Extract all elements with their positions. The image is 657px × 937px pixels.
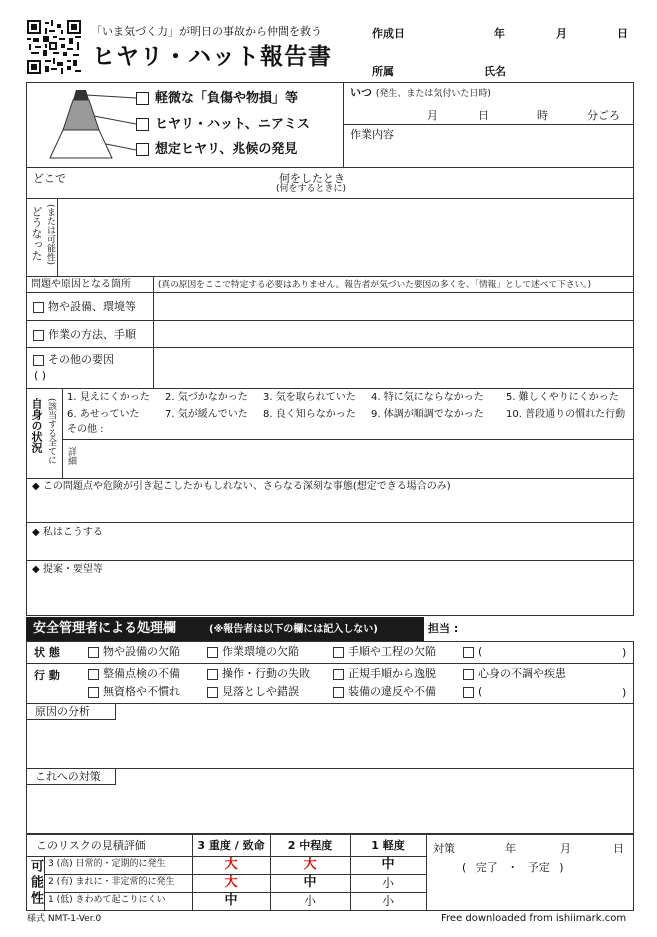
when-month-label: 月 [427,109,438,122]
page-title: ヒヤリ・ハット報告書 [92,44,332,70]
measure-label: これへの対策 [35,770,101,783]
result-label: どうなった [30,206,43,261]
self-detail-label: 詳細 [66,447,76,465]
risk-cell-2-1: 小 [381,876,394,890]
category-option-minor-injury[interactable]: 軽微な「負傷や物損」等 [136,92,298,105]
self-situation-note: (該当する全てに [46,398,56,465]
self-option-6[interactable]: 6. あせっていた [67,409,140,420]
cause-other-paren: ( ) [34,369,47,382]
severity-header-3: 3 重度 / 致命 [197,839,265,852]
action-equipment-violation[interactable]: 装備の違反や不備 [333,686,436,698]
action-inspection-lapse[interactable]: 整備点検の不備 [88,668,180,680]
when-label: いつ (発生、または気付いた日時) [350,86,491,99]
risk-cell-3-1: 中 [381,857,395,872]
self-situation-label: 自身の状況 [30,398,43,453]
action-procedure-deviation[interactable]: 正規手順から逸脱 [333,668,436,680]
self-option-1[interactable]: 1. 見えにくかった [67,392,150,403]
cause-item-method[interactable]: 作業の方法、手順 [33,329,136,341]
action-oversight[interactable]: 見落としや錯誤 [207,686,299,698]
manager-section-note: (※報告者は以下の欄には記入しない) [209,624,378,635]
risk-cell-2-2: 中 [303,875,317,890]
where-label: どこで [33,172,66,185]
countermeasure-year: 年 [505,842,516,855]
created-year-label: 年 [494,27,505,40]
result-note: (または可能性) [45,204,55,266]
countermeasure-month: 月 [560,842,571,855]
qr-code-icon [27,20,81,74]
countermeasure-label: 対策 [433,842,455,855]
reporter-name-label: 氏名 [484,65,506,78]
my-action-heading: ◆ 私はこうする [32,527,103,538]
risk-cell-1-2: 小 [303,894,316,908]
when-hour-label: 時 [537,109,548,122]
self-option-9[interactable]: 9. 体調が順調でなかった [371,409,484,420]
cause-header: 問題や原因となる箇所 [31,279,131,290]
likelihood-row-1: 1 (低) きわめて起こりにくい [48,895,166,905]
manager-section-title: 安全管理者による処理欄 [33,621,177,636]
self-option-8[interactable]: 8. 良く知らなかった [263,409,356,420]
created-month-label: 月 [556,27,567,40]
report-form-frame [26,82,634,616]
category-option-near-miss[interactable]: ヒヤリ・ハット、ニアミス [136,118,310,131]
when-day-label: 日 [478,109,489,122]
state-other[interactable]: ( [463,646,482,658]
state-other-close: ) [622,646,627,659]
self-option-4[interactable]: 4. 特に気にならなかった [371,392,484,403]
risk-cell-2-3: 大 [224,875,238,890]
doing-label: 何をしたとき [279,172,345,185]
self-option-10[interactable]: 10. 普段通りの慣れた行動 [506,409,626,420]
analysis-label: 原因の分析 [35,705,90,718]
state-environment-defect[interactable]: 作業環境の欠陥 [207,646,299,658]
department-label: 所属 [372,65,394,78]
self-option-7[interactable]: 7. 気が緩んでいた [165,409,248,420]
created-day-label: 日 [617,27,628,40]
cause-item-equipment[interactable]: 物や設備、環境等 [33,301,136,313]
risk-cell-1-1: 小 [381,894,394,908]
state-label: 状 態 [34,646,60,659]
when-minute-label: 分ごろ [587,109,620,122]
action-operation-failure[interactable]: 操作・行動の失敗 [207,668,310,680]
self-option-2[interactable]: 2. 気づかなかった [165,392,248,403]
risk-cell-3-3: 大 [224,857,238,872]
worse-outcome-heading: ◆ この問題点や危険が引き起こしたかもしれない、さらなる深刻な事態(想定できる場合のみ) [32,481,451,492]
cause-note: (真の原因をここで特定する必要はありません。報告者が気づいた要因の多くを、「情報」として述べて下さい。) [158,280,591,290]
manager-charge-label: 担当 : [428,622,459,635]
self-option-3[interactable]: 3. 気を取られていた [263,392,356,403]
risk-title: このリスクの見積評価 [36,839,146,852]
countermeasure-status: ( 完了 ・ 予定 ) [462,861,564,874]
doing-note: (何をするときに) [276,184,347,194]
likelihood-row-2: 2 (有) まれに・非定常的に発生 [48,877,175,887]
risk-cell-1-3: 中 [224,893,238,908]
state-procedure-defect[interactable]: 手順や工程の欠陥 [333,646,436,658]
action-unqualified[interactable]: 無資格や不慣れ [88,686,180,698]
action-other[interactable]: ( [463,686,482,698]
severity-header-2: 2 中程度 [287,839,333,852]
cause-item-other[interactable]: その他の要因 [33,354,114,366]
pyramid-icon [36,88,136,160]
severity-header-1: 1 軽度 [371,839,405,852]
likelihood-row-3: 3 (高) 日常的・定期的に発生 [48,859,166,869]
action-health-issue[interactable]: 心身の不調や疾患 [463,668,566,680]
likelihood-side-label: 可能性 [28,859,43,907]
form-id: 様式 NMT-1-Ver.0 [27,914,102,924]
created-date-label: 作成日 [372,27,405,40]
work-content-label: 作業内容 [350,128,394,141]
category-option-sign-detected[interactable]: 想定ヒヤリ、兆候の発見 [136,143,297,156]
state-equipment-defect[interactable]: 物や設備の欠陥 [88,646,180,658]
download-credit: Free downloaded from ishiimark.com [441,913,627,924]
countermeasure-day: 日 [613,842,624,855]
action-other-close: ) [622,686,627,699]
tagline: 「いま気づく力」が明日の事故から仲間を救う [91,25,322,38]
proposal-heading: ◆ 提案・要望等 [32,564,103,575]
action-label: 行 動 [34,669,60,682]
self-other-label: その他 : [67,424,104,435]
risk-cell-3-2: 大 [303,857,317,872]
self-option-5[interactable]: 5. 難しくやりにくかった [506,392,619,403]
